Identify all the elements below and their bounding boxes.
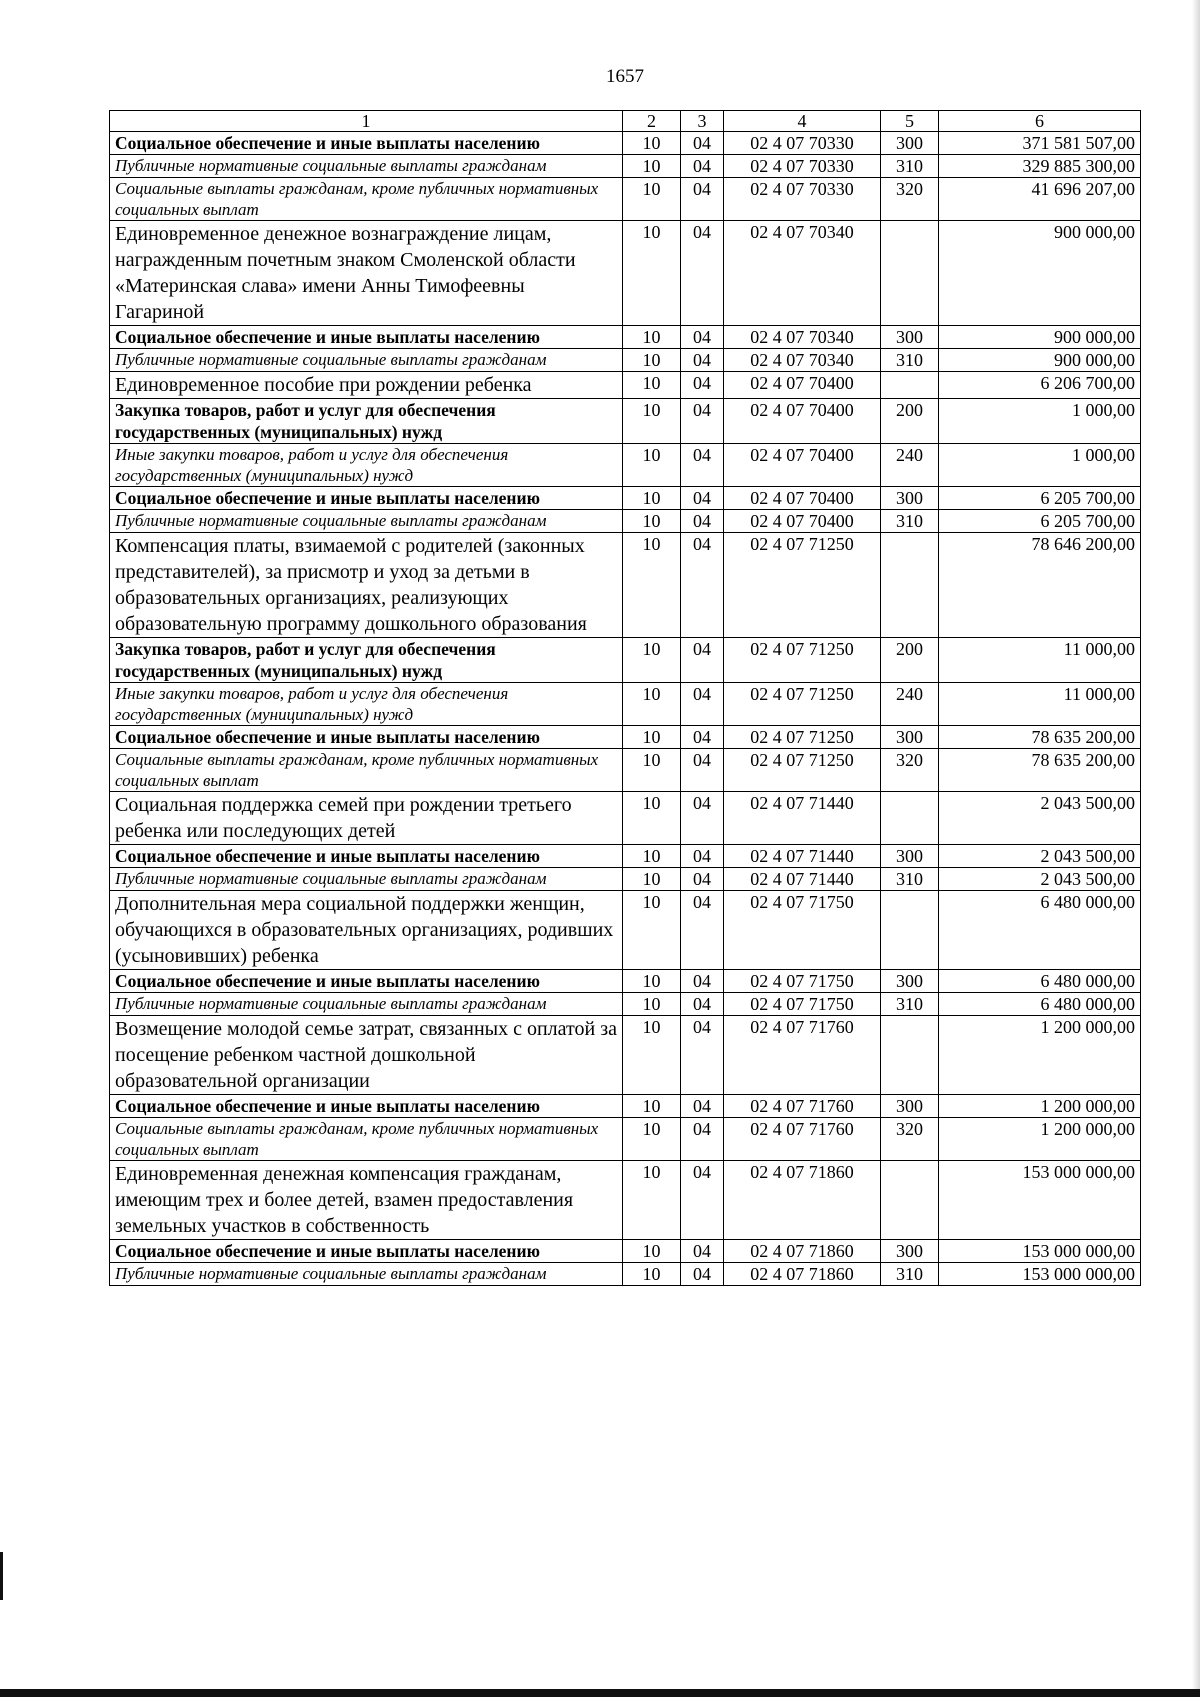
- row-subsection-cell: 04: [681, 868, 724, 891]
- row-target-code-cell: 02 4 07 70400: [724, 372, 881, 399]
- row-target-code-cell: 02 4 07 71860: [724, 1240, 881, 1263]
- row-name-cell: Социальное обеспечение и иные выплаты населению: [110, 1095, 623, 1118]
- table-row: [110, 444, 1141, 487]
- row-section-cell: 10: [623, 993, 681, 1016]
- row-subsection-cell: 04: [681, 970, 724, 993]
- table-body: [110, 132, 1141, 1286]
- row-subsection-cell: 04: [681, 510, 724, 533]
- row-name-cell: Иные закупки товаров, работ и услуг для обеспечения государственных (муниципальных) нужд: [110, 683, 623, 726]
- row-amount-cell: 153 000 000,00: [939, 1240, 1141, 1263]
- row-expense-type-cell: 310: [881, 349, 939, 372]
- row-subsection-cell: 04: [681, 1240, 724, 1263]
- row-subsection-cell: 04: [681, 1118, 724, 1161]
- row-target-code-cell: 02 4 07 71750: [724, 993, 881, 1016]
- row-section-cell: 10: [623, 1263, 681, 1286]
- table-row: [110, 372, 1141, 399]
- table-row: [110, 1240, 1141, 1263]
- row-name-cell: Компенсация платы, взимаемой с родителей (законных представителей), за присмотр и уход за детьми в образовательных организациях, реализующих образовательную программу дошкольного образования: [110, 533, 623, 638]
- row-expense-type-cell: 310: [881, 1263, 939, 1286]
- table-row: [110, 155, 1141, 178]
- row-target-code-cell: 02 4 07 70330: [724, 155, 881, 178]
- row-name-cell: Иные закупки товаров, работ и услуг для обеспечения государственных (муниципальных) нужд: [110, 444, 623, 487]
- row-target-code-cell: 02 4 07 71750: [724, 970, 881, 993]
- row-subsection-cell: 04: [681, 399, 724, 444]
- row-expense-type-cell: 300: [881, 487, 939, 510]
- row-expense-type-cell: 200: [881, 638, 939, 683]
- row-expense-type-cell: 300: [881, 845, 939, 868]
- row-amount-cell: 1 200 000,00: [939, 1095, 1141, 1118]
- row-target-code-cell: 02 4 07 70400: [724, 444, 881, 487]
- row-amount-cell: 1 200 000,00: [939, 1118, 1141, 1161]
- row-name-cell: Социальное обеспечение и иные выплаты населению: [110, 132, 623, 155]
- row-amount-cell: 1 000,00: [939, 399, 1141, 444]
- table-row: [110, 683, 1141, 726]
- row-target-code-cell: 02 4 07 71440: [724, 868, 881, 891]
- row-section-cell: 10: [623, 533, 681, 638]
- row-expense-type-cell: 310: [881, 155, 939, 178]
- row-amount-cell: 153 000 000,00: [939, 1161, 1141, 1240]
- row-name-cell: Возмещение молодой семье затрат, связанных с оплатой за посещение ребенком частной дошкольной образовательной организации: [110, 1016, 623, 1095]
- row-name-cell: Закупка товаров, работ и услуг для обеспечения государственных (муниципальных) нужд: [110, 638, 623, 683]
- row-target-code-cell: 02 4 07 71440: [724, 845, 881, 868]
- budget-table: [109, 110, 1141, 1286]
- row-expense-type-cell: 320: [881, 749, 939, 792]
- row-expense-type-cell: 310: [881, 993, 939, 1016]
- table-row: [110, 792, 1141, 845]
- row-subsection-cell: 04: [681, 726, 724, 749]
- table-row: [110, 132, 1141, 155]
- row-amount-cell: 6 205 700,00: [939, 487, 1141, 510]
- header-col-1: 1: [110, 111, 623, 132]
- row-subsection-cell: 04: [681, 1016, 724, 1095]
- scan-bottom-edge: [0, 1689, 1200, 1697]
- row-name-cell: Единовременное денежное вознаграждение лицам, награжденным почетным знаком Смоленской области «Материнская слава» имени Анны Тимофеевны Гагариной: [110, 221, 623, 326]
- table-row: [110, 1016, 1141, 1095]
- row-name-cell: Социальное обеспечение и иные выплаты населению: [110, 1240, 623, 1263]
- row-amount-cell: 6 205 700,00: [939, 510, 1141, 533]
- row-amount-cell: 900 000,00: [939, 326, 1141, 349]
- scan-edge-shadow: [1192, 0, 1200, 1697]
- row-expense-type-cell: [881, 372, 939, 399]
- row-expense-type-cell: 300: [881, 326, 939, 349]
- row-target-code-cell: 02 4 07 71760: [724, 1016, 881, 1095]
- row-section-cell: 10: [623, 792, 681, 845]
- row-target-code-cell: 02 4 07 71760: [724, 1095, 881, 1118]
- row-section-cell: 10: [623, 178, 681, 221]
- row-subsection-cell: 04: [681, 349, 724, 372]
- row-amount-cell: 329 885 300,00: [939, 155, 1141, 178]
- row-target-code-cell: 02 4 07 71250: [724, 726, 881, 749]
- row-target-code-cell: 02 4 07 70340: [724, 326, 881, 349]
- row-expense-type-cell: [881, 221, 939, 326]
- row-expense-type-cell: [881, 1161, 939, 1240]
- row-amount-cell: 153 000 000,00: [939, 1263, 1141, 1286]
- row-subsection-cell: 04: [681, 221, 724, 326]
- row-target-code-cell: 02 4 07 71860: [724, 1263, 881, 1286]
- row-subsection-cell: 04: [681, 1161, 724, 1240]
- row-subsection-cell: 04: [681, 155, 724, 178]
- row-section-cell: 10: [623, 487, 681, 510]
- table-row: [110, 221, 1141, 326]
- row-name-cell: Социальная поддержка семей при рождении третьего ребенка или последующих детей: [110, 792, 623, 845]
- row-section-cell: 10: [623, 155, 681, 178]
- row-section-cell: 10: [623, 868, 681, 891]
- row-subsection-cell: 04: [681, 638, 724, 683]
- row-expense-type-cell: 310: [881, 510, 939, 533]
- table-row: [110, 638, 1141, 683]
- row-name-cell: Публичные нормативные социальные выплаты гражданам: [110, 349, 623, 372]
- row-name-cell: Социальные выплаты гражданам, кроме публичных нормативных социальных выплат: [110, 178, 623, 221]
- row-section-cell: 10: [623, 1240, 681, 1263]
- row-subsection-cell: 04: [681, 845, 724, 868]
- row-section-cell: 10: [623, 399, 681, 444]
- row-name-cell: Публичные нормативные социальные выплаты гражданам: [110, 1263, 623, 1286]
- row-subsection-cell: 04: [681, 891, 724, 970]
- header-col-4: 4: [724, 111, 881, 132]
- header-col-5: 5: [881, 111, 939, 132]
- row-subsection-cell: 04: [681, 444, 724, 487]
- row-name-cell: Социальное обеспечение и иные выплаты населению: [110, 970, 623, 993]
- table-row: [110, 326, 1141, 349]
- row-section-cell: 10: [623, 132, 681, 155]
- row-amount-cell: 2 043 500,00: [939, 845, 1141, 868]
- row-name-cell: Социальное обеспечение и иные выплаты населению: [110, 726, 623, 749]
- row-amount-cell: 1 200 000,00: [939, 1016, 1141, 1095]
- row-amount-cell: 6 480 000,00: [939, 970, 1141, 993]
- table-row: [110, 349, 1141, 372]
- table-row: [110, 1095, 1141, 1118]
- scan-edge-mark: [0, 1552, 3, 1600]
- row-expense-type-cell: 300: [881, 726, 939, 749]
- row-section-cell: 10: [623, 1016, 681, 1095]
- row-amount-cell: 6 480 000,00: [939, 891, 1141, 970]
- table-row: [110, 1263, 1141, 1286]
- row-target-code-cell: 02 4 07 70330: [724, 132, 881, 155]
- row-subsection-cell: 04: [681, 683, 724, 726]
- table-row: [110, 868, 1141, 891]
- row-target-code-cell: 02 4 07 70330: [724, 178, 881, 221]
- row-section-cell: 10: [623, 749, 681, 792]
- row-name-cell: Социальное обеспечение и иные выплаты населению: [110, 845, 623, 868]
- row-amount-cell: 6 206 700,00: [939, 372, 1141, 399]
- row-expense-type-cell: [881, 1016, 939, 1095]
- row-expense-type-cell: 240: [881, 444, 939, 487]
- table-row: [110, 487, 1141, 510]
- row-name-cell: Публичные нормативные социальные выплаты гражданам: [110, 868, 623, 891]
- row-target-code-cell: 02 4 07 70400: [724, 399, 881, 444]
- row-expense-type-cell: 320: [881, 178, 939, 221]
- row-subsection-cell: 04: [681, 1263, 724, 1286]
- row-expense-type-cell: 300: [881, 1095, 939, 1118]
- row-amount-cell: 78 646 200,00: [939, 533, 1141, 638]
- row-subsection-cell: 04: [681, 792, 724, 845]
- row-section-cell: 10: [623, 845, 681, 868]
- row-name-cell: Публичные нормативные социальные выплаты гражданам: [110, 993, 623, 1016]
- row-amount-cell: 900 000,00: [939, 349, 1141, 372]
- row-subsection-cell: 04: [681, 326, 724, 349]
- row-amount-cell: 900 000,00: [939, 221, 1141, 326]
- row-amount-cell: 6 480 000,00: [939, 993, 1141, 1016]
- row-expense-type-cell: 240: [881, 683, 939, 726]
- row-expense-type-cell: [881, 792, 939, 845]
- row-target-code-cell: 02 4 07 70340: [724, 349, 881, 372]
- row-section-cell: 10: [623, 1118, 681, 1161]
- row-section-cell: 10: [623, 372, 681, 399]
- row-section-cell: 10: [623, 1161, 681, 1240]
- row-target-code-cell: 02 4 07 71860: [724, 1161, 881, 1240]
- row-subsection-cell: 04: [681, 533, 724, 638]
- row-target-code-cell: 02 4 07 70340: [724, 221, 881, 326]
- table-row: [110, 510, 1141, 533]
- row-expense-type-cell: 300: [881, 970, 939, 993]
- row-subsection-cell: 04: [681, 132, 724, 155]
- row-name-cell: Закупка товаров, работ и услуг для обеспечения государственных (муниципальных) нужд: [110, 399, 623, 444]
- row-section-cell: 10: [623, 510, 681, 533]
- row-section-cell: 10: [623, 349, 681, 372]
- table-header: [110, 111, 1141, 132]
- row-name-cell: Публичные нормативные социальные выплаты гражданам: [110, 510, 623, 533]
- page-number: 1657: [606, 66, 644, 87]
- row-amount-cell: 41 696 207,00: [939, 178, 1141, 221]
- table-row: [110, 1161, 1141, 1240]
- row-name-cell: Публичные нормативные социальные выплаты гражданам: [110, 155, 623, 178]
- row-subsection-cell: 04: [681, 993, 724, 1016]
- row-subsection-cell: 04: [681, 1095, 724, 1118]
- table-row: [110, 845, 1141, 868]
- row-amount-cell: 371 581 507,00: [939, 132, 1141, 155]
- row-target-code-cell: 02 4 07 71760: [724, 1118, 881, 1161]
- row-expense-type-cell: 320: [881, 1118, 939, 1161]
- row-subsection-cell: 04: [681, 178, 724, 221]
- row-name-cell: Дополнительная мера социальной поддержки женщин, обучающихся в образовательных организациях, родивших (усыновивших) ребенка: [110, 891, 623, 970]
- row-amount-cell: 1 000,00: [939, 444, 1141, 487]
- row-subsection-cell: 04: [681, 487, 724, 510]
- row-section-cell: 10: [623, 221, 681, 326]
- row-target-code-cell: 02 4 07 71250: [724, 533, 881, 638]
- row-expense-type-cell: [881, 533, 939, 638]
- table-row: [110, 993, 1141, 1016]
- row-name-cell: Социальные выплаты гражданам, кроме публичных нормативных социальных выплат: [110, 1118, 623, 1161]
- row-target-code-cell: 02 4 07 71750: [724, 891, 881, 970]
- row-expense-type-cell: 300: [881, 1240, 939, 1263]
- table-row: [110, 533, 1141, 638]
- row-expense-type-cell: 200: [881, 399, 939, 444]
- row-amount-cell: 2 043 500,00: [939, 792, 1141, 845]
- table-row: [110, 749, 1141, 792]
- row-section-cell: 10: [623, 726, 681, 749]
- row-name-cell: Единовременное пособие при рождении ребенка: [110, 372, 623, 399]
- table-row: [110, 891, 1141, 970]
- row-target-code-cell: 02 4 07 70400: [724, 487, 881, 510]
- table-row: [110, 399, 1141, 444]
- row-name-cell: Социальные выплаты гражданам, кроме публичных нормативных социальных выплат: [110, 749, 623, 792]
- row-amount-cell: 78 635 200,00: [939, 749, 1141, 792]
- table-row: [110, 970, 1141, 993]
- header-col-3: 3: [681, 111, 724, 132]
- row-section-cell: 10: [623, 326, 681, 349]
- row-amount-cell: 78 635 200,00: [939, 726, 1141, 749]
- table-row: [110, 178, 1141, 221]
- row-amount-cell: 11 000,00: [939, 638, 1141, 683]
- row-target-code-cell: 02 4 07 71250: [724, 749, 881, 792]
- row-section-cell: 10: [623, 1095, 681, 1118]
- row-section-cell: 10: [623, 891, 681, 970]
- row-amount-cell: 11 000,00: [939, 683, 1141, 726]
- row-target-code-cell: 02 4 07 71250: [724, 683, 881, 726]
- row-section-cell: 10: [623, 970, 681, 993]
- row-section-cell: 10: [623, 638, 681, 683]
- row-subsection-cell: 04: [681, 372, 724, 399]
- row-target-code-cell: 02 4 07 71250: [724, 638, 881, 683]
- row-amount-cell: 2 043 500,00: [939, 868, 1141, 891]
- row-name-cell: Социальное обеспечение и иные выплаты населению: [110, 487, 623, 510]
- row-expense-type-cell: 310: [881, 868, 939, 891]
- row-name-cell: Единовременная денежная компенсация гражданам, имеющим трех и более детей, взамен предоставления земельных участков в собственность: [110, 1161, 623, 1240]
- row-section-cell: 10: [623, 683, 681, 726]
- row-expense-type-cell: [881, 891, 939, 970]
- table-row: [110, 1118, 1141, 1161]
- row-section-cell: 10: [623, 444, 681, 487]
- header-row: [110, 111, 1141, 132]
- row-name-cell: Социальное обеспечение и иные выплаты населению: [110, 326, 623, 349]
- row-target-code-cell: 02 4 07 71440: [724, 792, 881, 845]
- row-target-code-cell: 02 4 07 70400: [724, 510, 881, 533]
- header-col-6: 6: [939, 111, 1141, 132]
- row-expense-type-cell: 300: [881, 132, 939, 155]
- header-col-2: 2: [623, 111, 681, 132]
- row-subsection-cell: 04: [681, 749, 724, 792]
- table-row: [110, 726, 1141, 749]
